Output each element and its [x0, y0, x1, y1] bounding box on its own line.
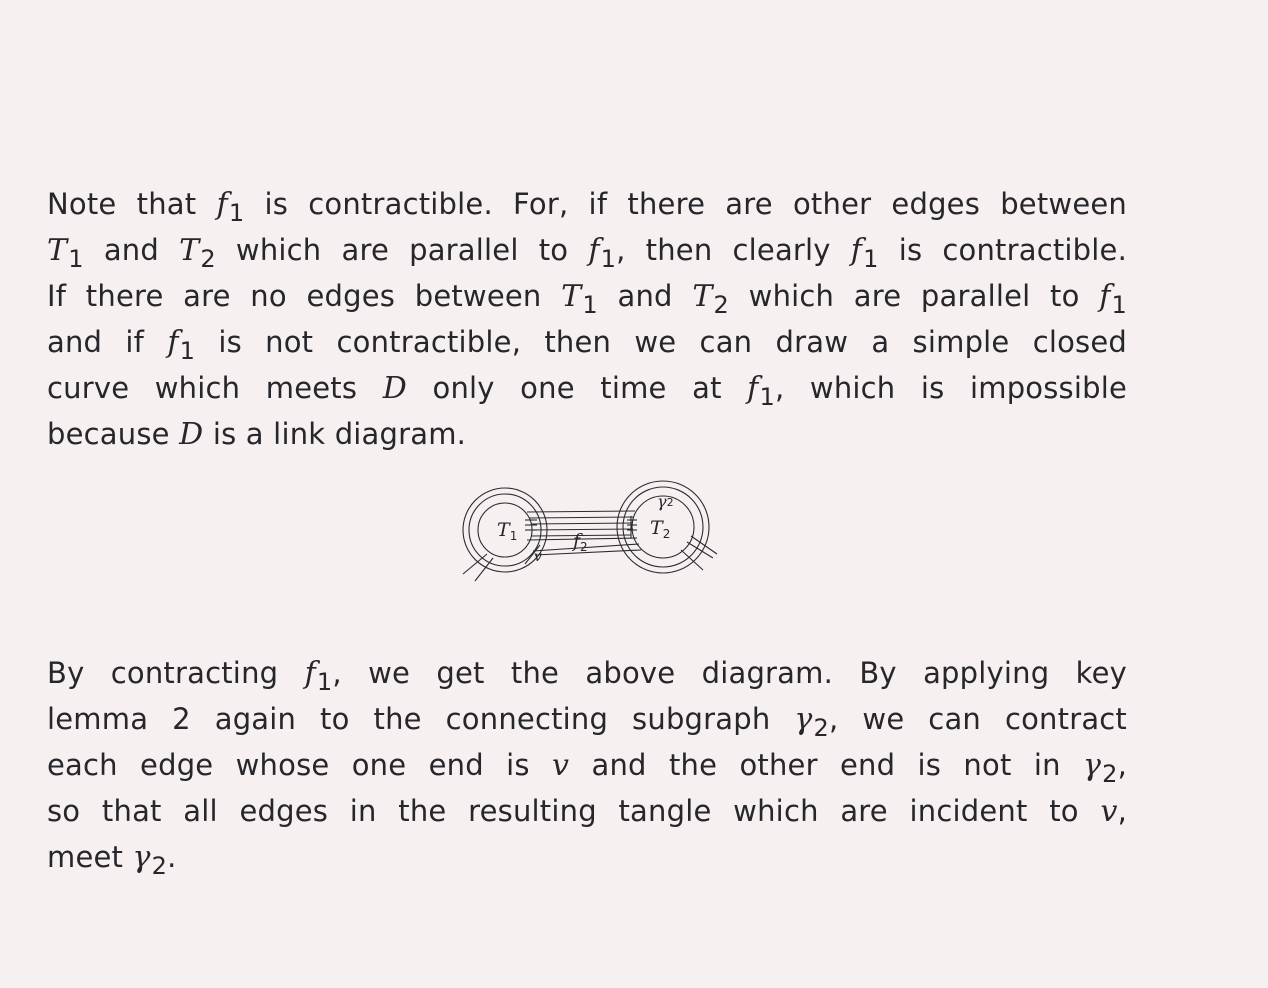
- tangle-diagram: [455, 478, 725, 590]
- text-segment: lemma 2 again to the connecting subgraph: [47, 702, 771, 736]
- paragraph-2-line-2: [47, 696, 1127, 742]
- text-segment: is not contractible, then we can draw a simple closed: [218, 325, 1128, 359]
- math-f1: $f_1$: [304, 656, 333, 696]
- text-segment: which are parallel to: [235, 233, 569, 267]
- text-segment: By contracting: [47, 656, 279, 690]
- text-segment: is contractible. For, if there are other edges between: [264, 187, 1128, 221]
- math-t1: $T_1$: [561, 279, 598, 319]
- text-segment: each edge whose one end is: [47, 748, 530, 782]
- paragraph-2-line-5: [47, 834, 1127, 880]
- paragraph-2-line-3: [47, 742, 1127, 788]
- paragraph-1-line-4: [47, 319, 1127, 365]
- label-t1: $T_1$: [497, 519, 518, 543]
- text-segment: and if: [47, 325, 145, 359]
- label-f2: $f_2$: [573, 530, 588, 554]
- text-segment: and the other end is not in: [591, 748, 1061, 782]
- paragraph-1-line-6: [47, 411, 1127, 457]
- math-gamma2: $\gamma_2$: [132, 840, 168, 880]
- math-f1: $f_1$: [167, 325, 196, 365]
- math-f1: $f_1$: [1099, 279, 1127, 319]
- math-t2: $T_2$: [692, 279, 730, 319]
- text-segment: , we get the above diagram. By applying key: [332, 656, 1128, 690]
- paragraph-1-line-2: [47, 227, 1127, 273]
- text-segment: is contractible.: [898, 233, 1127, 267]
- tangle-diagram-figure: [455, 478, 725, 590]
- math-gamma2: $\gamma_2$: [1082, 748, 1118, 788]
- text-segment: .: [167, 840, 177, 874]
- math-f1: $f_1$: [747, 371, 775, 411]
- math-t1: $T_1$: [47, 233, 84, 273]
- text-segment: If there are no edges between: [47, 279, 542, 313]
- text-segment: Note that: [47, 187, 197, 221]
- text-segment: ,: [1117, 748, 1128, 782]
- text-segment: only one time at: [432, 371, 722, 405]
- label-gamma2: γ2: [657, 492, 674, 511]
- text-segment: , then clearly: [616, 233, 831, 267]
- math-f1: $f_1$: [216, 187, 245, 227]
- text-segment: so that all edges in the resulting tangle which are incident to: [47, 794, 1079, 828]
- text-segment: meet: [47, 840, 124, 874]
- label-v: v: [534, 549, 542, 565]
- math-gamma2: $\gamma_2$: [794, 702, 830, 742]
- paragraph-2-line-1: [47, 650, 1127, 696]
- math-f1: $f_1$: [850, 233, 879, 273]
- text-segment: ,: [1117, 794, 1128, 828]
- math-d: D: [179, 417, 204, 452]
- label-t2: $T_2$: [650, 517, 671, 541]
- math-v: v: [1100, 794, 1118, 829]
- text-segment: , which is impossible: [774, 371, 1128, 405]
- paragraph-1: [47, 181, 1127, 457]
- outgoing-strands: [463, 536, 717, 581]
- math-v: v: [552, 748, 570, 783]
- text-segment: because: [47, 417, 170, 451]
- math-t2: $T_2$: [179, 233, 216, 273]
- text-segment: which are parallel to: [748, 279, 1080, 313]
- text-segment: , we can contract: [829, 702, 1127, 736]
- paragraph-1-line-5: [47, 365, 1127, 411]
- text-segment: and: [103, 233, 159, 267]
- paragraph-2-line-4: [47, 788, 1127, 834]
- paragraph-2: [47, 650, 1127, 880]
- text-segment: curve which meets: [47, 371, 358, 405]
- paragraph-1-line-1: [47, 181, 1127, 227]
- paragraph-1-line-3: [47, 273, 1127, 319]
- text-segment: and: [617, 279, 673, 313]
- math-d: D: [382, 371, 407, 406]
- math-f1: $f_1$: [588, 233, 617, 273]
- text-segment: is a link diagram.: [212, 417, 467, 451]
